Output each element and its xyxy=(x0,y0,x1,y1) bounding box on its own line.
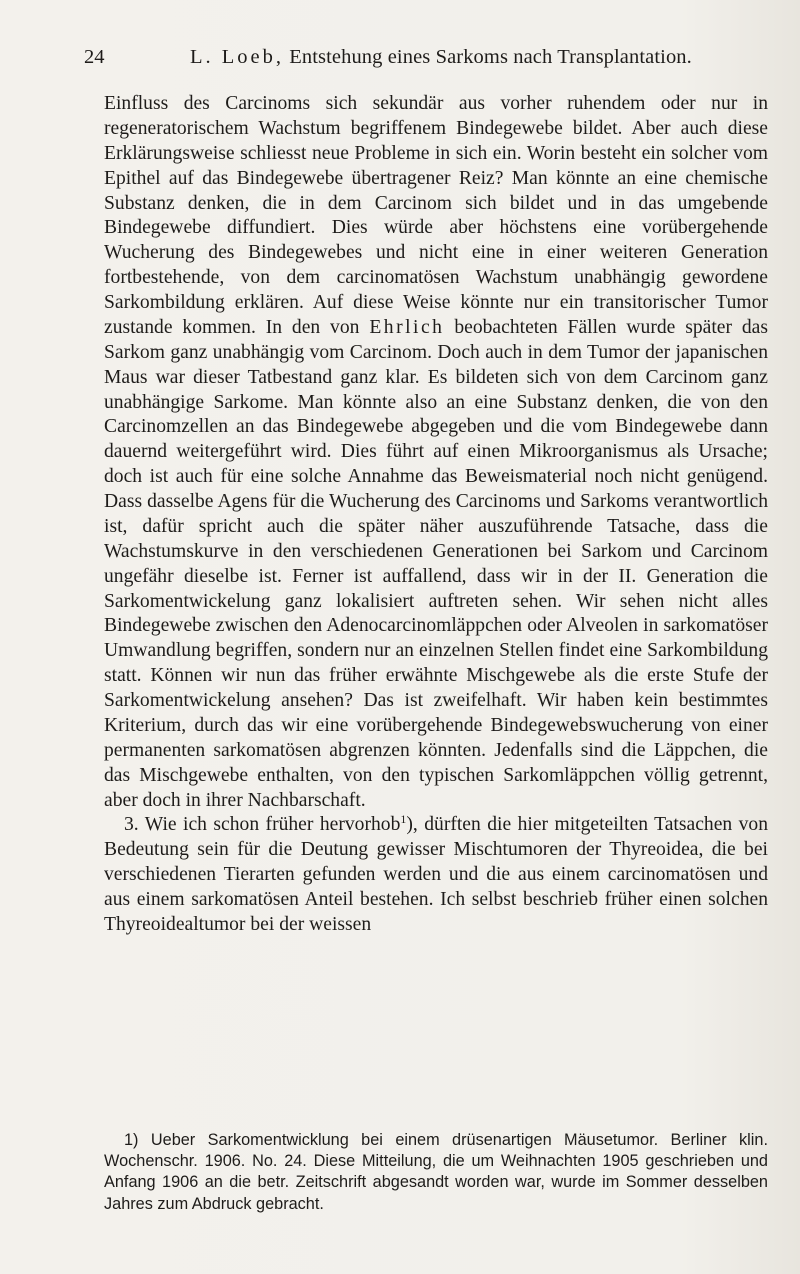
page-number: 24 xyxy=(84,46,105,68)
paragraph-text: Einfluss des Carcinoms sich sekundär aus vorher ruhendem oder nur in regeneratorischem Wachstum begriffenem Bindegewebe bildet. Aber auch diese Erklärungsweise schliesst neue Probleme in sich ein. Worin besteht ein solcher vom Epithel auf das Bindegewebe übertragener Reiz? Man könnte an eine chemische Substanz denken, die in dem Carcinom sich bildet und in das umgebende Bindegewebe diffundiert. Dies würde aber höchstens eine vorübergehende Wucherung des Bindegewebes und nicht eine in einer weiteren Generation fortbestehende, von dem carcinomatösen Wachstum unabhängig gewordene Sarkombildung erklären. Auf diese Weise könnte nur ein transitorischer Tumor zustande kommen. In den von xyxy=(104,93,768,338)
running-head xyxy=(190,46,692,69)
paragraph-text: beobachteten Fällen wurde später das Sarkom ganz unabhängig vom Carcinom. Doch auch in dem Tumor der japanischen Maus war dieser Tatbestand ganz klar. Es bildeten sich von dem Carcinom ganz unabhängige Sarkome. Man könnte also an eine Substanz denken, die von den Carcinomzellen an das Bindegewebe abgegeben und die vom Bindegewebe dann dauernd weitergeführt wird. Dies führt auf einen Mikroorganismus als Ursache; doch ist auch für eine solche Annahme das Beweismaterial noch nicht genügend. Dass dasselbe Agens für die Wucherung des Carcinoms und Sarkoms verantwortlich ist, dafür spricht auch die später näher auszuführende Tatsache, dass die Wachstumskurve in den verschiedenen Generationen bei Sarkom und Carcinom ungefähr dieselbe ist. Ferner ist auffallend, dass wir in der II. Generation die Sarkomentwickelung ganz lokalisiert auftreten sehen. Wir sehen nicht alles Bindegewebe zwischen den Adenocarcinomläppchen oder Alveolen in sarkomatöser Umwandlung begriffen, sondern nur an einzelnen Stellen findet eine Sarkombildung statt. Können wir nun das früher erwähnte Mischgewebe als die erste Stufe der Sarkomentwickelung ansehen? Das ist zweifelhaft. Wir haben kein bestimmtes Kriterium, durch das wir eine vorübergehende Bindegewebswucherung von einer permanenten sarkomatösen abgrenzen könnten. Jedenfalls sind die Läppchen, die das Mischgewebe enthalten, von den typischen Sarkomläppchen völlig getrennt, aber doch in ihrer Nachbarschaft. xyxy=(104,316,768,811)
running-header xyxy=(84,46,784,74)
running-title: Entstehung eines Sarkoms nach Transplantation. xyxy=(289,46,692,68)
author-name: L. Loeb, xyxy=(190,46,285,68)
author-reference: Ehrlich xyxy=(369,316,445,338)
body-text xyxy=(104,92,768,938)
footnote-marker: 1 xyxy=(400,812,407,827)
paragraph-text: ), dürften die hier mitgeteilten Tatsachen von Bedeutung sein für die Deutung gewisser Mischtumoren der Thyreoidea, die bei verschiedenen Tierarten gefunden werden und die aus einem carcinomatösen und aus einem sarkomatösen Anteil bestehen. Ich selbst beschrieb früher einen solchen Thyreoidealtumor bei der weissen xyxy=(104,814,769,935)
paragraph xyxy=(104,813,768,937)
paragraph xyxy=(104,92,768,813)
footnotes xyxy=(104,1130,768,1215)
paragraph-text: 3. Wie ich schon früher hervorhob xyxy=(124,814,401,836)
footnote: 1) Ueber Sarkomentwicklung bei einem drüsenartigen Mäusetumor. Berliner klin. Wochenschr. 1906. No. 24. Diese Mitteilung, die um Weihnachten 1905 geschrieben und Anfang 1906 an die betr. Zeitschrift abgesandt worden war, wurde im Sommer desselben Jahres zum Abdruck gebracht. xyxy=(104,1131,768,1213)
